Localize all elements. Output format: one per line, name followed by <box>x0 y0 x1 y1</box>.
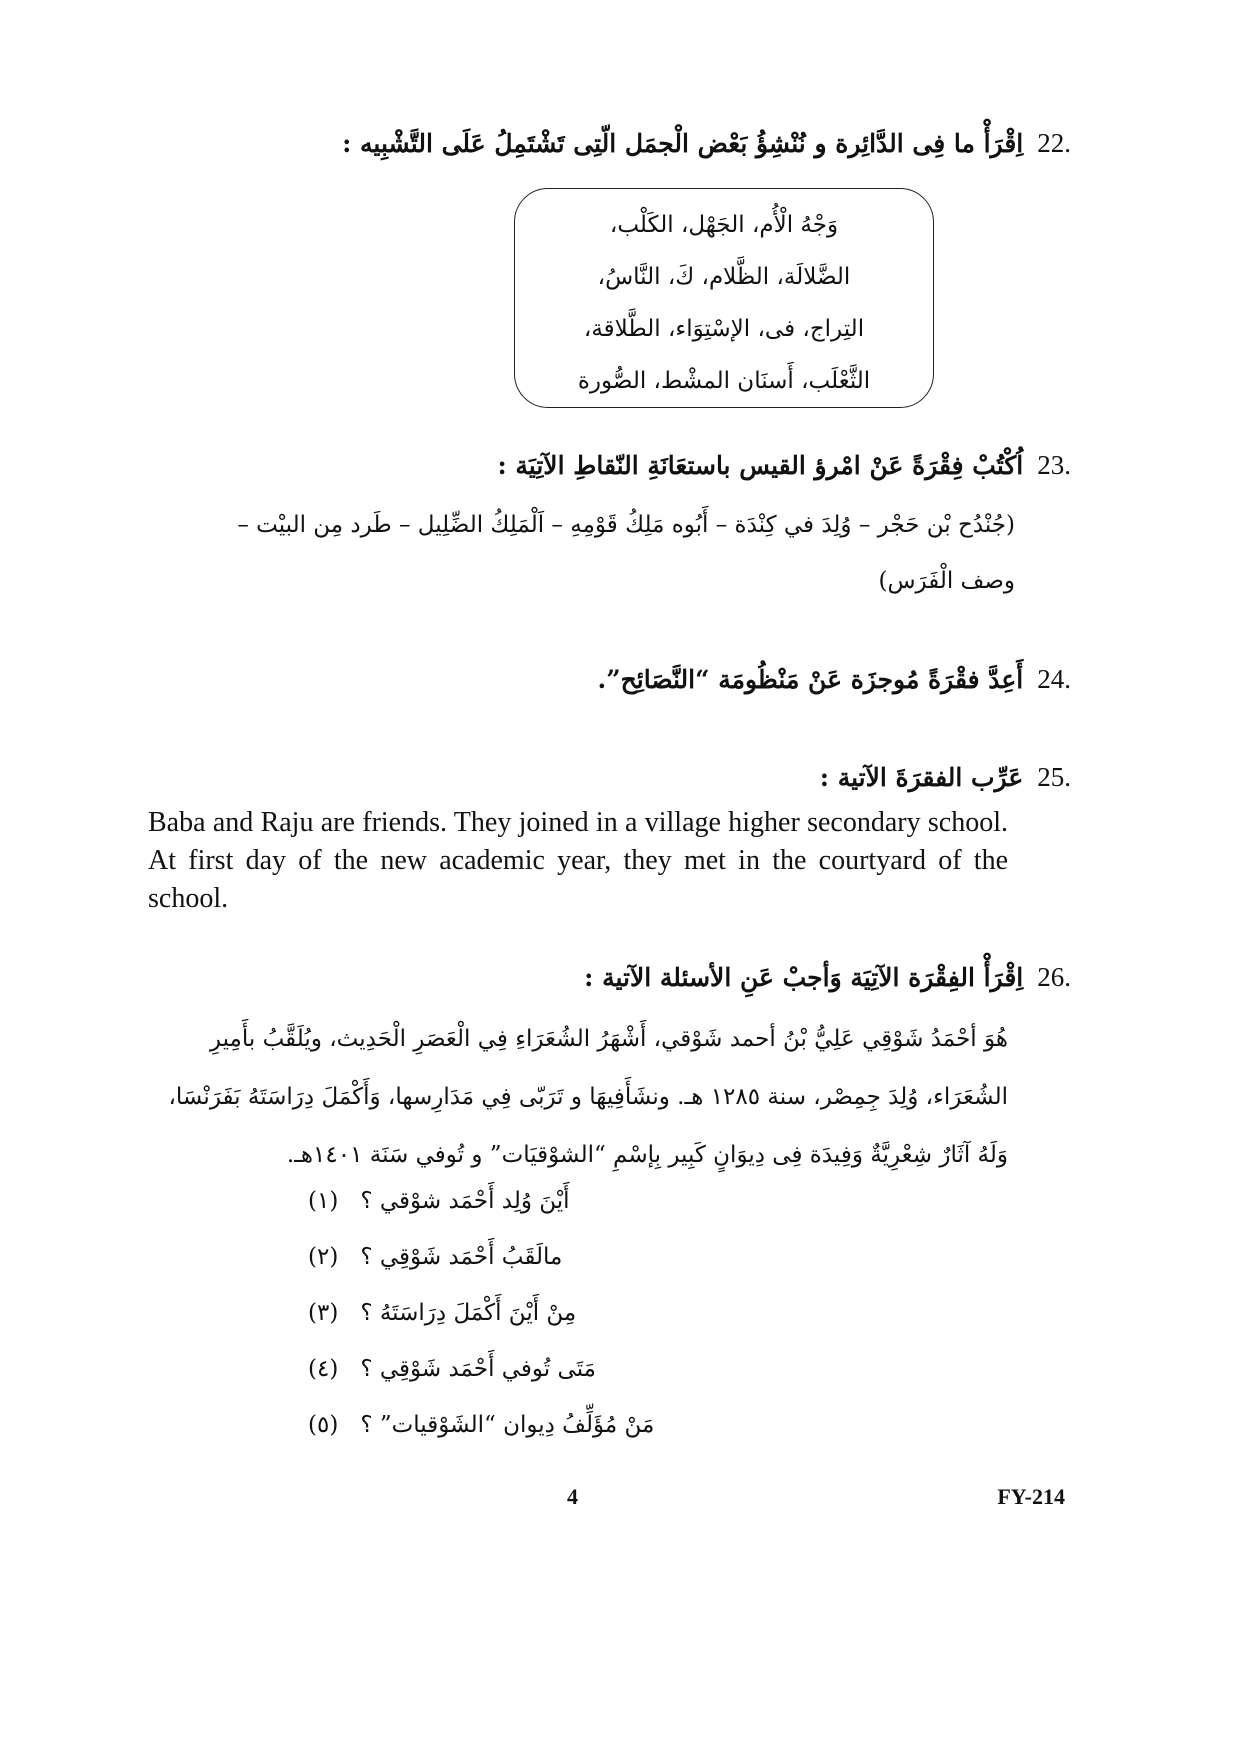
question-23-points-line-2: وصف الْفَرَس) <box>878 568 1015 594</box>
question-26-passage <box>148 1010 1008 1184</box>
question-23-points <box>171 497 1015 609</box>
subquestion-3-text: مِنْ أَيْنَ أَكْمَلَ دِرَاسَتَهُ ؟ <box>360 1300 577 1326</box>
question-26 <box>171 962 1071 993</box>
subquestion-4 <box>308 1356 1008 1412</box>
subquestion-3 <box>308 1300 1008 1356</box>
subquestion-1-number: (١) <box>308 1188 339 1214</box>
question-24-title: أَعِدَّ فقْرَةً مُوجزَة عَنْ مَنْظُومَة “النَّصَائِح”. <box>597 665 1024 694</box>
word-circle-box <box>514 188 934 408</box>
passage-line-2: الشُعَرَاء، وُلِدَ جِمِصْر، سنة ١٢٨٥ هـ. ونشَأَفِيهَا و تَرَبّى فِي مَدَارِسها، وَأَكْمَلَ دِرَاسَتَهُ بَفَرَنْسَا، <box>168 1084 1008 1110</box>
page-number: 4 <box>567 1484 578 1509</box>
subquestion-2-text: مالَقَبُ أَحْمَد شَوْقِي ؟ <box>360 1244 563 1270</box>
paper-code: FY-214 <box>997 1484 1065 1509</box>
question-26-subquestions <box>308 1188 1008 1468</box>
subquestion-2 <box>308 1244 1008 1300</box>
subquestion-5-number: (٥) <box>308 1412 339 1438</box>
subquestion-1-text: أَيْنَ وُلِد أَحْمَد شوْقي ؟ <box>360 1188 570 1214</box>
question-24-number: 24. <box>1037 664 1071 694</box>
question-24-header <box>171 664 1071 695</box>
question-23-title: اُكْتُبْ فِقْرَةً عَنْ امْرؤ القيس باستعَانَةِ النّقاطِ الآتِيَة : <box>497 451 1024 480</box>
box-line-4: الثَّعْلَب، أَسنَان المشْط، الصُّورة <box>577 368 871 394</box>
question-23-number: 23. <box>1037 450 1071 480</box>
question-22-header <box>171 128 1071 159</box>
question-22-title: اِقْرَأْ ما فِى الدَّائِرة و نُنْشِؤُ بَعْض الْجمَل الّتِى تَشْتَمِلُ عَلَى التَّشْبِيه : <box>342 129 1024 158</box>
question-25-header <box>171 762 1071 793</box>
subquestion-4-number: (٤) <box>308 1356 339 1382</box>
subquestion-3-number: (٣) <box>308 1300 339 1326</box>
question-23-header <box>171 450 1071 481</box>
question-23 <box>171 450 1071 609</box>
subquestion-2-number: (٢) <box>308 1244 339 1270</box>
passage-line-1: هُوَ أحْمَدُ شَوْقِي عَلِيُّ بْنُ أحمد شَوْقي، أَشْهَرُ الشُعَرَاءِ فِي الْعَصَرِ الْحَدِيث، ويُلَقَّبُ بأَمِيرِ <box>209 1026 1008 1052</box>
question-26-header <box>171 962 1071 993</box>
question-25-title: عَرِّب الفقرَةَ الآتية : <box>819 763 1024 792</box>
question-24 <box>171 664 1071 695</box>
box-line-3: التِراج، فى، الإسْتِوَاء، الطَّلاقة، <box>583 316 865 342</box>
question-26-number: 26. <box>1037 962 1071 992</box>
subquestion-4-text: مَتَى تُوفي أَحْمَد شَوْقِي ؟ <box>360 1356 596 1382</box>
subquestion-5-text: مَنْ مُؤَلِّفُ دِيوان “الشَوْقيات” ؟ <box>360 1412 655 1438</box>
question-22 <box>171 128 1071 159</box>
question-26-title: اِقْرَأْ الفِقْرَة الآتِيَة وَأجبْ عَنِ الأسئلة الآتية : <box>584 963 1024 992</box>
box-line-1: وَجْهُ الْأُم، الجَهْل، الكَلْب، <box>609 212 839 238</box>
box-line-2: الضَّلالَة، الظَّلام، كَ، النَّاسُ، <box>597 264 851 290</box>
question-25 <box>171 762 1071 793</box>
question-25-passage: Baba and Raju are friends. They joined in a village higher secondary school. At first day of the new academic year, they met in the courtyard of the school. <box>148 807 1008 914</box>
subquestion-5 <box>308 1412 1008 1468</box>
subquestion-1 <box>308 1188 1008 1244</box>
question-23-points-line-1: (جُنْدُح بْن حَجْر – وُلِدَ في كِنْدَة – أَبُوه مَلِكُ قَوْمِهِ – اَلْمَلِكُ الضِّلِيل – طَرد مِن البيْت – <box>237 512 1015 538</box>
question-22-number: 22. <box>1037 128 1071 158</box>
question-25-number: 25. <box>1037 762 1071 792</box>
passage-line-3: وَلَهُ آثَارٌ شِعْرِيَّةٌ وَفِيدَة فِى دِيوَانٍ كَبِير بِإسْمِ “الشوْقيَات” و تُوفي سَنَة ١٤٠١هـ. <box>286 1142 1008 1168</box>
